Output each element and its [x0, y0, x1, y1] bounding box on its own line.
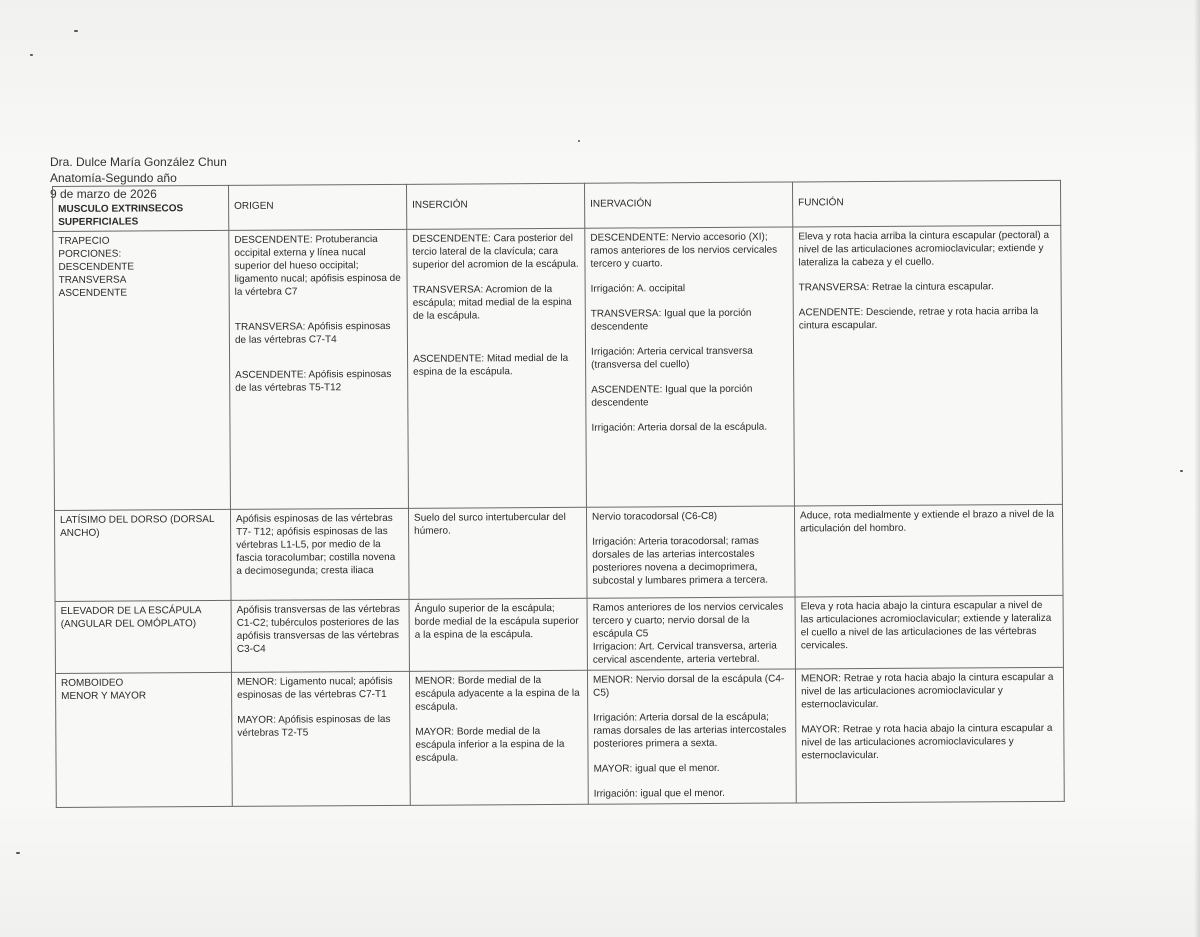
insertion-cell: [407, 228, 587, 508]
muscle-cell: [55, 672, 232, 807]
muscle-cell: [54, 509, 231, 601]
innervation-text: Nervio toracodorsal (C6-C8): [591, 510, 718, 523]
insertion-text: TRANSVERSA: Acromion de la escápula; mitad medial de la espina de la escápula.: [412, 283, 572, 322]
function-text: TRANSVERSA: Retrae la cintura escapular.: [798, 281, 994, 294]
insertion-cell: [408, 507, 587, 599]
scan-speck: [16, 852, 20, 854]
function-cell: [793, 225, 1063, 506]
muscle-name: ROMBOIDEO: [61, 677, 124, 689]
scan-edge-shadow: [1194, 0, 1200, 937]
function-cell: [795, 595, 1063, 669]
innervation-text: MAYOR: igual que el menor.: [593, 762, 720, 775]
column-header-muscle: MUSCULO EXTRINSECOS SUPERFICIALES: [53, 185, 229, 231]
insertion-cell: [409, 598, 587, 671]
irrigation-text: Irrigación: Arteria cervical transversa (transversa del cuello): [590, 345, 753, 371]
irrigation-text: Irrigación: Arteria dorsal de la escápula.: [591, 421, 768, 434]
innervation-cell: [585, 227, 795, 507]
origin-text: MAYOR: Apófisis espinosas de las vértebras T2-T5: [237, 713, 391, 739]
muscle-name: ELEVADOR DE LA ESCÁPULA (ANGULAR DEL OMÓPLATO): [60, 605, 202, 630]
scan-speck: [74, 30, 78, 32]
function-text: ACENDENTE: Desciende, retrae y rota hacia arriba la cintura escapular.: [798, 305, 1039, 332]
table-header-row: [53, 180, 1061, 231]
table-row: [55, 667, 1064, 807]
muscle-portion: TRANSVERSA: [58, 274, 127, 286]
function-cell: [794, 504, 1063, 597]
innervation-cell: [587, 669, 796, 804]
function-text: Eleva y rota hacia arriba la cintura escapular (pectoral) a nivel de las articulaciones acromioclavicular; extiende y lateraliza la cabeza y el cuello.: [798, 229, 1050, 269]
irrigation-text: Irrigacion: Art. Cervical transversa, arteria cervical ascendente, arteria vertebral.: [592, 640, 777, 666]
innervation-text: DESCENDENTE: Nervio accesorio (XI); ramos anteriores de los nervios cervicales tercero y cuarto.: [590, 231, 778, 270]
muscle-portion: DESCENDENTE: [58, 261, 135, 273]
origin-text: Apófisis espinosas de las vértebras T7- T12; apófisis espinosas de las vértebras L1-L5, por medio de la fascia toracolumbar; costilla novena a decimosegunda; cresta iliaca: [236, 512, 396, 577]
origin-text: MENOR: Ligamento nucal; apófisis espinosas de las vértebras C7-T1: [237, 675, 393, 701]
scan-speck: [1180, 470, 1183, 472]
muscle-cell: [55, 600, 231, 673]
table-row: [54, 504, 1063, 601]
author-name: Dra. Dulce María González Chun: [50, 155, 227, 169]
document-date: 9 de marzo de 2026: [50, 187, 157, 201]
function-text: MAYOR: Retrae y rota hacia abajo la cintura escapular a nivel de las articulaciones acromioclaviculares y esternoclavicular.: [801, 722, 1053, 762]
origin-text: TRANSVERSA: Apófisis espinosas de las vértebras C7-T4: [234, 320, 391, 346]
muscle-name: TRAPECIO: [58, 235, 110, 247]
muscle-portion: ASCENDENTE: [58, 287, 128, 299]
muscle-cell: [53, 230, 231, 510]
muscle-name: LATÍSIMO DEL DORSO (DORSAL ANCHO): [60, 514, 215, 539]
table-row: [53, 225, 1063, 510]
column-header-origin: ORIGEN: [228, 184, 406, 230]
scan-speck: [578, 140, 580, 142]
irrigation-text: Irrigación: igual que el menor.: [593, 787, 725, 800]
muscle-table-wrapper: [52, 180, 1065, 808]
insertion-text: Ángulo superior de la escápula; borde medial de la escápula superior a la espina de la escápula.: [414, 602, 579, 641]
function-cell: [795, 667, 1064, 803]
column-header-innervation: INERVACIÓN: [584, 182, 792, 228]
insertion-text: DESCENDENTE: Cara posterior del tercio lateral de la clavícula; cara superior del acromion de la escápula.: [412, 232, 579, 271]
function-text: Eleva y rota hacia abajo la cintura escapular a nivel de las articulaciones acromioclavicular; extiende y lateraliza el cuello a nivel de las articulaciones de las vértebras cervicales.: [800, 599, 1052, 652]
irrigation-text: Irrigación: Arteria toracodorsal; ramas dorsales de las arterias intercostales posteriores novena a decimoprimera, subcostal y lumbares primera a tercera.: [592, 535, 769, 587]
insertion-text: Suelo del surco intertubercular del húmero.: [414, 511, 566, 537]
insertion-text: MENOR: Borde medial de la escápula adyacente a la espina de la escápula.: [414, 675, 580, 713]
origin-text: Apófisis transversas de las vértebras C1-C2; tubérculos posteriores de las apófisis transversas de las vértebras C3-C4: [236, 603, 401, 655]
innervation-text: MENOR: Nervio dorsal de la escápula (C4-C5): [592, 673, 785, 699]
irrigation-text: Irrigación: A. occipital: [590, 283, 686, 295]
muscle-table: [52, 180, 1065, 808]
origin-text: ASCENDENTE: Apófisis espinosas de las vértebras T5-T12: [235, 368, 392, 394]
column-header-function: FUNCIÓN: [792, 180, 1060, 227]
course-name: Anatomía-Segundo año: [50, 171, 177, 185]
innervation-cell: [586, 506, 795, 598]
insertion-text: MAYOR: Borde medial de la escápula inferior a la espina de la escápula.: [415, 726, 565, 764]
table-row: [55, 595, 1063, 673]
column-header-insertion: INSERCIÓN: [406, 183, 584, 229]
muscle-subtitle: MENOR Y MAYOR: [61, 690, 147, 702]
irrigation-text: Irrigación: Arteria dorsal de la escápula; ramas dorsales de las arterias intercostales posteriores primera a sexta.: [593, 711, 787, 750]
insertion-cell: [409, 670, 588, 805]
insertion-text: ASCENDENTE: Mitad medial de la espina de la escápula.: [413, 352, 569, 378]
origin-cell: [230, 508, 409, 600]
function-text: MENOR: Retrae y rota hacia abajo la cintura escapular a nivel de las articulaciones acromioclavicular y esternoclavicular.: [800, 671, 1054, 711]
function-text: Aduce, rota medialmente y extiende el brazo a nivel de la articulación del hombro.: [799, 508, 1055, 535]
origin-cell: [231, 671, 410, 806]
innervation-cell: [587, 597, 795, 670]
innervation-text: ASCENDENTE: Igual que la porción descendente: [591, 383, 753, 409]
origin-cell: [229, 229, 409, 509]
origin-text: DESCENDENTE: Protuberancia occipital externa y línea nucal superior del hueso occipital; ligamento nucal; apófisis espinosa de la vértebra C7: [234, 234, 401, 298]
muscle-subtitle: PORCIONES:: [58, 248, 122, 260]
scan-speck: [30, 54, 33, 56]
innervation-text: TRANSVERSA: Igual que la porción descendente: [590, 307, 752, 333]
innervation-text: Ramos anteriores de los nervios cervicales tercero y cuarto; nervio dorsal de la escápula C5: [592, 601, 784, 640]
origin-cell: [231, 599, 409, 672]
